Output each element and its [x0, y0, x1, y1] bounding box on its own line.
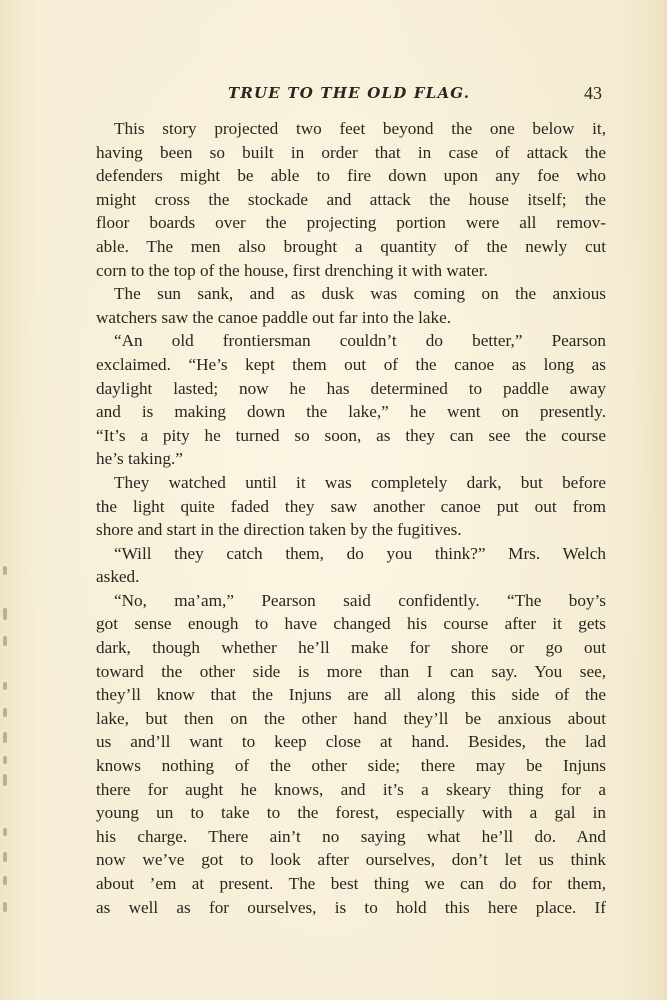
text-line: his charge. There ain’t no saying what he’ll do. And [96, 826, 606, 846]
text-line: able. The men also brought a quantity of the newly cut [96, 236, 606, 256]
running-head [0, 84, 667, 108]
page-edge-marks [0, 560, 14, 920]
edge-mark [3, 852, 7, 862]
edge-mark [3, 708, 7, 717]
text-line: corn to the top of the house, first drenching it with water. [96, 260, 488, 280]
text-line: they’ll know that the Injuns are all along this side of the [96, 685, 606, 705]
text-line: having been so built in order that in case of attack the [96, 142, 606, 162]
edge-mark [3, 774, 7, 786]
text-line: there for aught he knows, and it’s a skeary thing for a [96, 779, 606, 799]
text-line: he’s taking.” [96, 449, 183, 469]
text-line: defenders might be able to fire down upon any foe who [96, 166, 606, 186]
body-text [96, 117, 606, 919]
text-line: now we’ve got to look after ourselves, don’t let us think [96, 850, 606, 870]
text-line: “No, ma’am,” Pearson said confidently. “The boy’s [114, 590, 606, 610]
edge-mark [3, 756, 7, 764]
text-line: and is making down the lake,” he went on presently. [96, 402, 606, 422]
text-line: “Will they catch them, do you think?” Mrs. Welch [114, 543, 606, 563]
text-line: daylight lasted; now he has determined to paddle away [96, 378, 606, 398]
text-line: got sense enough to have changed his course after it gets [96, 614, 606, 634]
text-line: “It’s a pity he turned so soon, as they can see the course [96, 425, 606, 445]
text-line: lake, but then on the other hand they’ll be anxious about [96, 708, 606, 728]
running-head-title: TRUE TO THE OLD FLAG. [228, 84, 471, 102]
text-line: This story projected two feet beyond the one below it, [114, 119, 606, 138]
text-line: dark, though whether he’ll make for shore or go out [96, 638, 606, 658]
text-line: as well as for ourselves, is to hold this here place. If [96, 897, 606, 917]
edge-mark [3, 682, 7, 690]
text-line: “An old frontiersman couldn’t do better,” Pearson [114, 331, 606, 351]
text-line: the light quite faded they saw another canoe put out from [96, 496, 606, 516]
page-number: 43 [584, 83, 602, 103]
edge-mark [3, 828, 7, 836]
edge-mark [3, 636, 7, 646]
edge-mark [3, 902, 7, 912]
text-line: asked. [96, 567, 140, 587]
text-line: knows nothing of the other side; there may be Injuns [96, 756, 606, 776]
text-line: exclaimed. “He’s kept them out of the canoe as long as [96, 354, 606, 374]
text-line: The sun sank, and as dusk was coming on the anxious [114, 284, 606, 304]
text-line: young un to take to the forest, especially with a gal in [96, 803, 606, 823]
text-line: watchers saw the canoe paddle out far into the lake. [96, 307, 452, 327]
text-line: shore and start in the direction taken by the fugitives. [96, 520, 462, 540]
text-line: might cross the stockade and attack the house itself; the [96, 189, 606, 209]
edge-mark [3, 876, 7, 885]
text-line: us and’ll want to keep close at hand. Besides, the lad [96, 732, 606, 752]
edge-mark [3, 608, 7, 620]
edge-mark [3, 566, 7, 575]
text-line: floor boards over the projecting portion were all remov- [96, 213, 606, 233]
edge-mark [3, 732, 7, 743]
text-line: about ’em at present. The best thing we can do for them, [96, 874, 606, 893]
text-line: toward the other side is more than I can say. You see, [96, 661, 606, 681]
text-line: They watched until it was completely dark, but before [114, 472, 606, 492]
